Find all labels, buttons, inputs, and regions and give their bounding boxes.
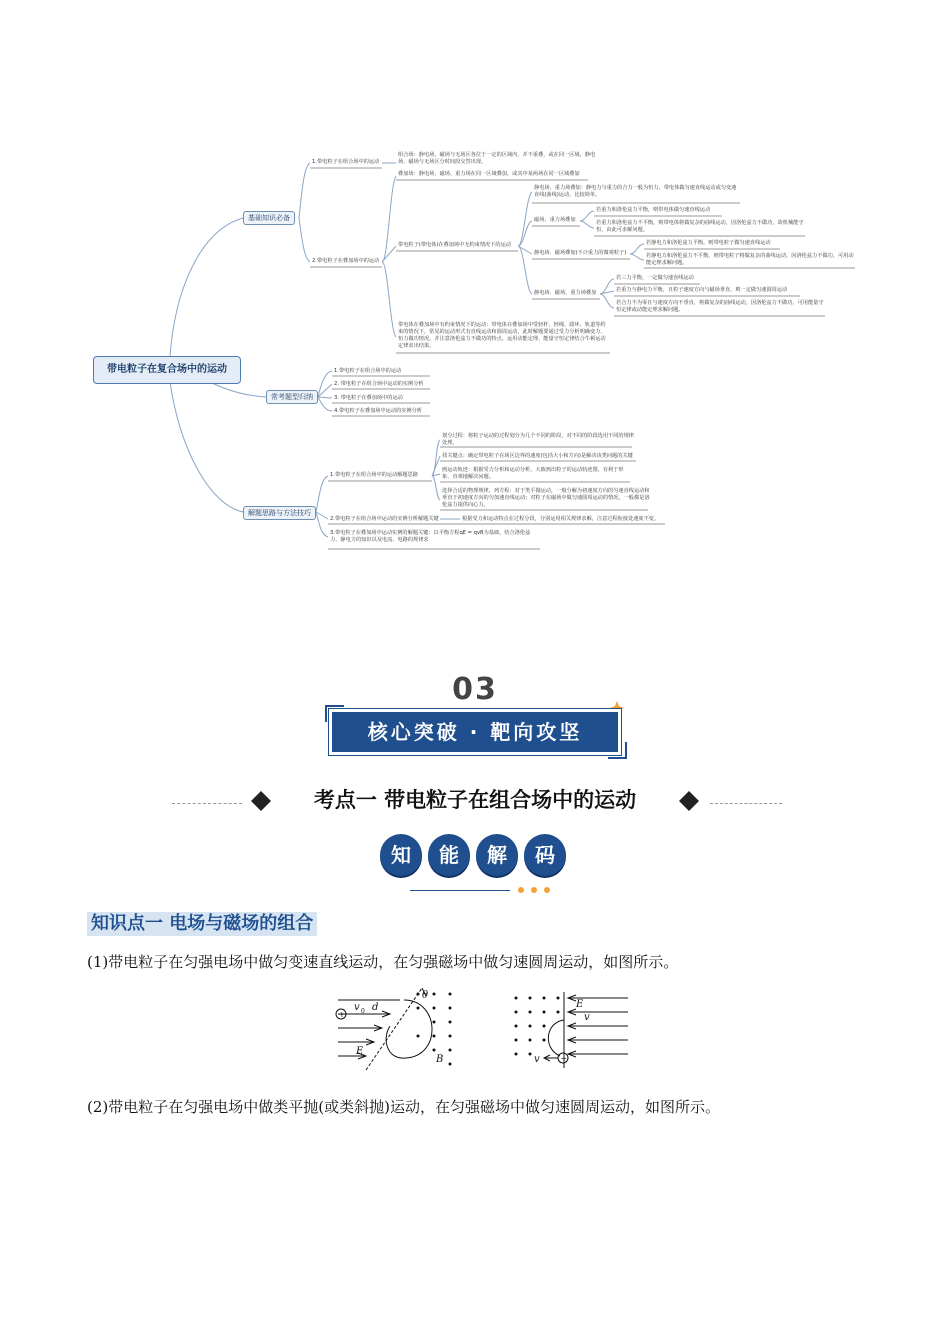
branch-common-types: 常考题型归纳 [266,390,318,404]
mm-node-c4a: 若三力平衡，一定做匀速直线运动 [616,275,694,281]
mm-type-4: 4.带电粒子在叠加场中运动的实例分析 [334,408,422,414]
branch-methods: 解题思路与方法技巧 [243,506,316,520]
zhineng-char-2: 能 [428,834,470,876]
mm-method-a: 1.带电粒子在组合场中的运动解题思路 [330,472,418,478]
fig1-theta-label: θ [422,990,429,1001]
paragraph-1: (1)带电粒子在匀强电场中做匀变速直线运动，在匀强磁场中做匀速圆周运动，如图所示。 [87,953,679,971]
fig2-v-label-lower: v [534,1054,540,1065]
fig2-E-label: E [576,999,584,1010]
mm-node-c4: 静电场、磁场、重力场叠加 [534,290,597,296]
section-number: 03 [452,672,498,707]
mm-node-c2b: 若重力和洛伦兹力不平衡，则带电体将做复杂的曲线运动，因洛伦兹力不做功，故机械能守恒，由此可求解问题。 [596,220,804,233]
mm-node-combined-field: 1.带电粒子在组合场中的运动 [312,159,380,165]
zhineng-underline [410,890,510,891]
mm-type-2: 2. 带电粒子在组合场中运动的实例分析 [334,381,424,387]
mm-node-c3b: 若静电力和洛伦兹力不平衡，则带电粒子将做复杂的曲线运动，因洛伦兹力不做功，可用动能定理求解问题。 [646,253,854,266]
mm-node-c4b: 若重力与静电力平衡，且粒子速度方向与磁场垂直，则一定做匀速圆周运动 [616,287,788,293]
figure-1 [330,986,470,1076]
mm-node-c1: 静电场、重力场叠加：静电力与重力的合力一般为恒力，带电体做匀速直线运动或匀变速直线(曲线)运动，比较简单。 [534,185,737,198]
paragraph-2: (2)带电粒子在匀强电场中做类平抛(或类斜抛)运动，在匀强磁场中做匀速圆周运动，如图所示。 [87,1098,720,1116]
mm-method-a3: 画运动轨迹：根据受力分析和运动分析，大致画出粒子的运动轨迹图，有利于形象、直观地解决问题。 [442,467,624,480]
dot-3 [544,887,550,893]
zhineng-char-1: 知 [380,834,422,876]
fig1-v0-label: v [354,1002,360,1013]
mm-node-unconstrained: 带电粒子(带电体)在叠加场中无约束情况下的运动 [398,242,511,248]
mm-node-c4c: 若合力不为零且与速度方向不垂直，将做复杂的曲线运动，因洛伦兹力不做功，可用能量守恒定律或动能定理求解问题。 [616,300,824,313]
svg-text:+: + [560,1054,568,1063]
mm-node-c3: 静电场、磁场叠加(不计重力的微观粒子) [534,250,627,256]
mm-method-c: 3.带电粒子在叠加场中运动实例的解题关键：以平衡方程qE = qvB为基础，结合洛伦兹力、静电力的知识以及电流、电路的规律求 [330,530,531,543]
section-banner: 核心突破 · 靶向攻坚 [332,712,618,752]
mm-method-b: 2.带电粒子在组合场中运动的实例分析解题关键 [330,516,439,522]
mm-type-1: 1.带电粒子在组合场中的运动 [334,368,402,374]
mind-map [0,0,950,600]
mm-node-combined-desc: 组合场：静电场、磁场与无场区各位于一定的区域内，并不重叠，或在同一区域，静电场、磁场与无场区分时间段交替出现。 [398,152,596,165]
mm-node-superposed-desc: 叠加场：静电场、磁场、重力场在同一区域叠加，或其中某两场在同一区域叠加 [398,171,580,177]
mm-node-c2a: 若重力和洛伦兹力平衡，则带电体做匀速直线运动 [596,207,711,213]
mm-method-a4: 选择合适的物理规律，列方程：对于类平抛运动，一般分解为初速度方向的匀速直线运动和垂直于初速度方向的匀加速直线运动；对粒子在磁场中做匀速圆周运动的情况，一般都是洛伦兹力提供向心力。 [442,488,650,508]
mm-node-c2: 磁场、重力场叠加 [534,217,576,223]
fig1-B-label: B [436,1054,444,1065]
knowledge-point-title: 知识点一 电场与磁场的组合 [87,912,317,936]
mm-node-constrained: 带电体在叠加场中有约束情况下的运动：带电体在叠加场中受轻杆、轻绳、圆环、轨道等约束的情况下，常见的运动形式有直线运动和圆周运动，此时解题要通过受力分析明确变力、恒力做功情况，并注意洛伦兹力不做功的特点，运用动能定理、能量守恒定律结合牛顿运动定律求出结果。 [398,322,606,349]
fig1-E-label: E [356,1046,364,1057]
mind-map-root: 带电粒子在复合场中的运动 [93,356,241,384]
branch-basic-knowledge: 基础知识必备 [243,211,295,225]
fig1-d-label: d [372,1002,379,1013]
dot-2 [531,887,537,893]
mm-type-3: 3. 带电粒子在叠加场中的运动 [334,395,403,401]
figure-2 [508,990,638,1070]
dot-1 [518,887,524,893]
fig2-v-label-upper: v [584,1012,590,1023]
svg-text:+: + [338,1010,346,1019]
mm-method-b1: 根据受力和运动特点在过程分段，分别运用相关规律求解，注意过程衔接处速度不变。 [462,516,660,522]
kaodian-title: 考点一 带电粒子在组合场中的运动 [313,788,637,812]
mm-node-superposed-field: 2.带电粒子在叠加场中的运动 [312,258,380,264]
zhineng-char-3: 解 [476,834,518,876]
mm-method-a2: 找关键点：确定带电粒子在场区边界的速度(包括大小和方向)是解决该类问题的关键 [442,453,633,459]
fig1-v0-subscript: 0 [361,1008,365,1015]
mm-method-a1: 划分过程：将粒子运动的过程划分为几个不同的阶段，对不同的阶段选用不同的规律处理。 [442,433,634,446]
zhineng-char-4: 码 [524,834,566,876]
mm-node-c3a: 若静电力和洛伦兹力平衡，则带电粒子做匀速直线运动 [646,240,771,246]
